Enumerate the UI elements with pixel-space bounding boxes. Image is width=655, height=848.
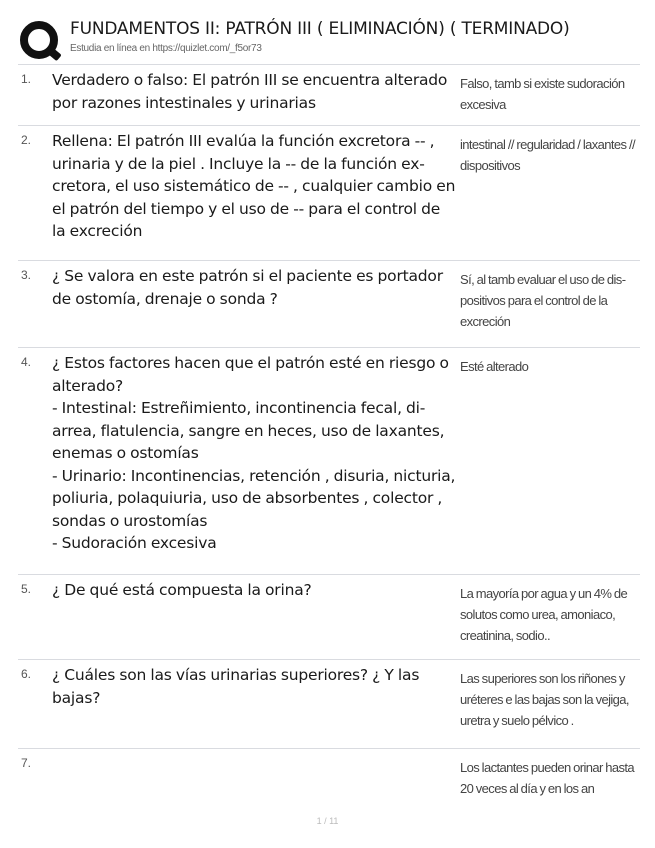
card-answer: Esté alterado (460, 359, 529, 374)
card-question: ¿ De qué está compuesta la orina? (52, 581, 312, 599)
flashcard (18, 125, 640, 260)
page-number: 1 / 11 (316, 816, 339, 826)
flashcard (18, 64, 640, 125)
flashcard (18, 347, 640, 574)
document-title: FUNDAMENTOS II: PATRÓN III ( ELIMINACIÓN) ( TERMINADO) (70, 19, 570, 39)
card-question: ¿ Cuáles son las vías urinarias superiores? ¿ Y las bajas? (52, 666, 420, 707)
card-number: 2. (21, 133, 32, 147)
card-number: 3. (21, 268, 32, 282)
card-question: ¿ Se valora en este patrón si el paciente es portador de ostomía, drenaje o sonda ? (52, 267, 443, 308)
card-question: Verdadero o falso: El patrón III se encuentra alterado por razones intestinales y urinarias (52, 71, 448, 112)
card-answer: Sí, al tamb evaluar el uso de dispositivos para el control de la excreción (460, 272, 627, 329)
card-answer: Falso, tamb si existe sudoración excesiva (460, 76, 625, 112)
flashcard (18, 748, 640, 809)
card-number: 4. (21, 355, 32, 369)
card-number: 6. (21, 667, 32, 681)
card-question: Rellena: El patrón III evalúa la función excretora -- , urinaria y de la piel . Incluye la -- de la función excretora, el uso sistemático de -- , cualquier cambio en el patrón del tiempo y el uso de -- para el control de la excreción (52, 132, 456, 240)
card-answer: intestinal // regularidad / laxantes // dispositivos (460, 137, 635, 173)
card-number: 7. (21, 756, 32, 770)
card-number: 1. (21, 72, 32, 86)
flashcard (18, 574, 640, 659)
flashcard (18, 260, 640, 347)
document-header (18, 16, 638, 62)
card-answer: Los lactantes pueden orinar hasta 20 veces al día y en los an (460, 760, 635, 796)
quizlet-logo-icon (18, 19, 64, 65)
card-answer: Las superiores son los riñones y uréteres e las bajas son la vejiga, uretra y suelo pélvico . (460, 671, 629, 728)
card-question: ¿ Estos factores hacen que el patrón esté en riesgo o alterado? - Intestinal: Estreñimiento, incontinencia fecal, diarrea, flatulencia, sangre en heces, uso de laxantes, enemas o ostomías - Urinario: Incontinencias, retención , disuria, nicturia, poliuria, polaquiuria, uso de absorbentes , colector , sondas o urostomías - Sudoración excesiva (52, 354, 456, 552)
document-subtitle: Estudia en línea en https://quizlet.com/_f5or73 (70, 43, 262, 54)
card-answer: La mayoría por agua y un 4% de solutos como urea, amoniaco, creatinina, sodio.. (460, 586, 628, 643)
card-number: 5. (21, 582, 32, 596)
flashcard (18, 659, 640, 748)
